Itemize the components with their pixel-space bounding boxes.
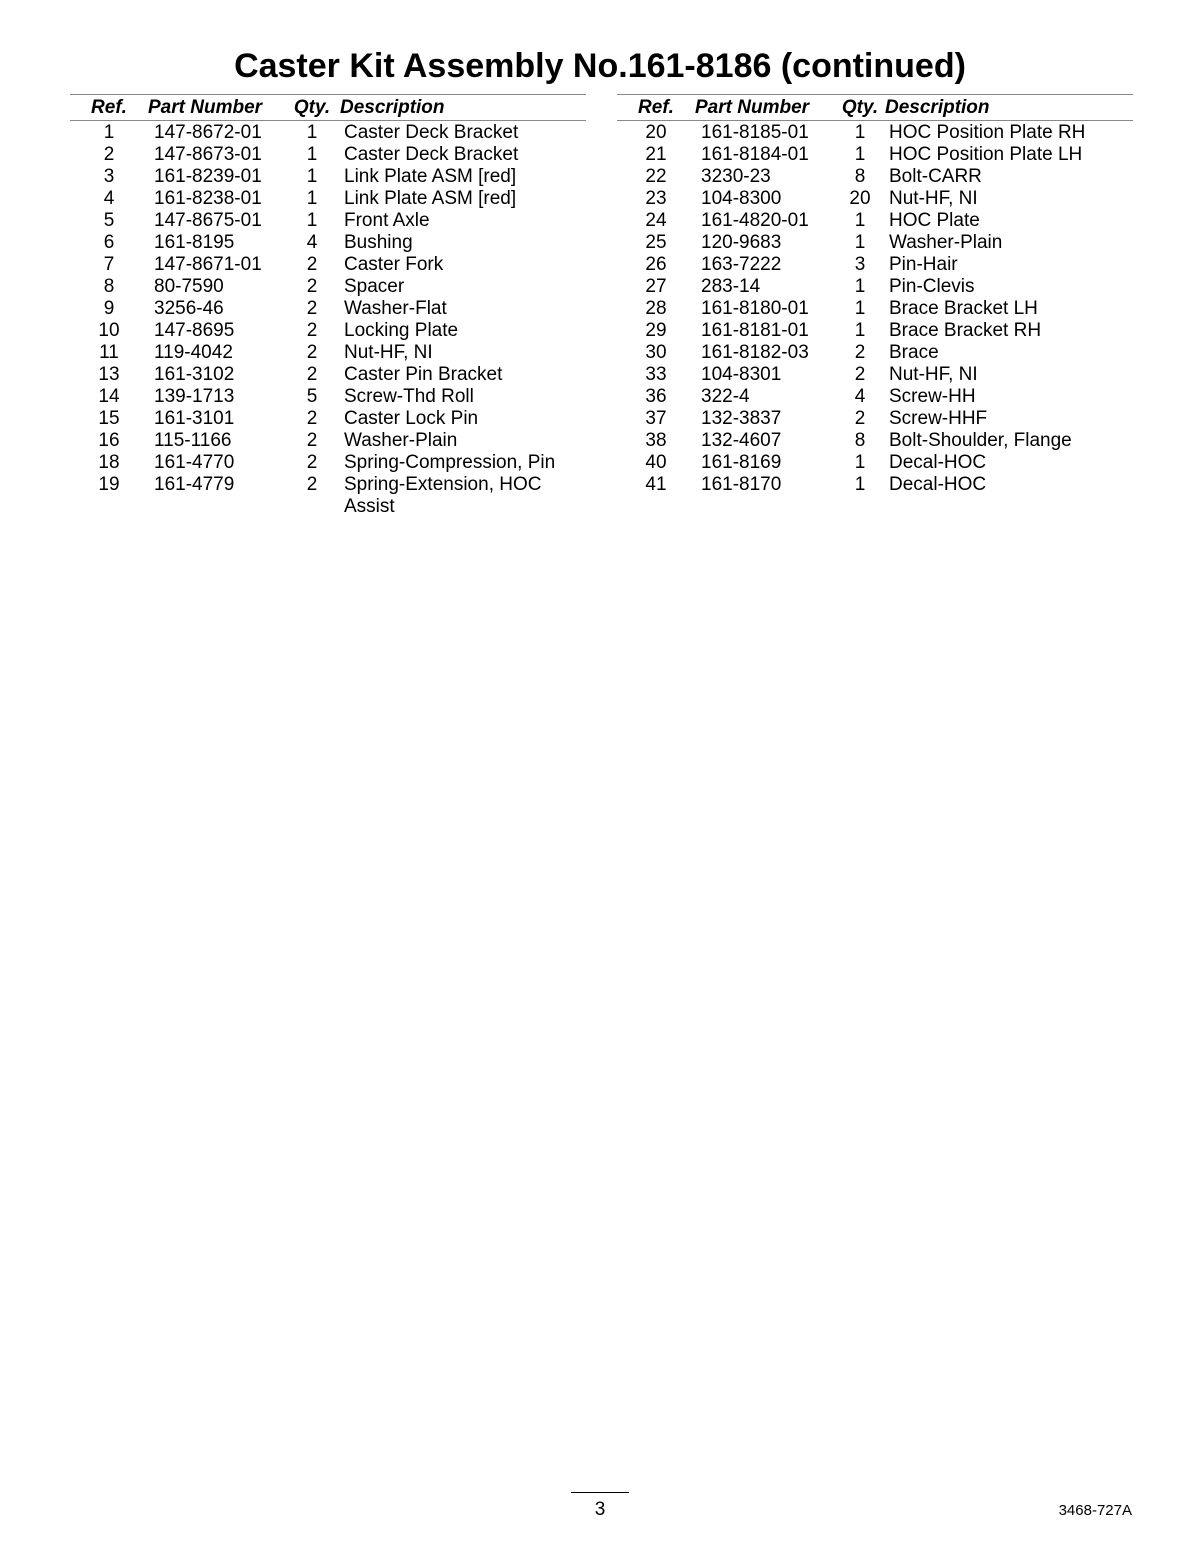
description-cell: Caster Deck Bracket	[344, 122, 519, 143]
part-number-cell: 161-8195	[154, 232, 235, 253]
qty-cell: 2	[306, 298, 318, 319]
qty-cell: 1	[306, 144, 318, 165]
ref-cell: 33	[645, 364, 667, 385]
qty-cell: 2	[306, 342, 318, 363]
description-cell: Screw-HHF	[889, 408, 988, 429]
ref-cell: 41	[645, 474, 667, 495]
description-cell: Bushing	[344, 232, 413, 253]
table-row	[70, 210, 586, 232]
part-number-cell: 132-4607	[701, 430, 782, 451]
qty-cell: 20	[849, 188, 871, 209]
part-number-cell: 120-9683	[701, 232, 782, 253]
part-number-cell: 161-8170	[701, 474, 782, 495]
ref-cell: 24	[645, 210, 667, 231]
qty-cell: 1	[854, 122, 866, 143]
table-row	[70, 276, 586, 298]
table-row	[70, 342, 586, 364]
qty-cell: 1	[306, 166, 318, 187]
table-row	[70, 474, 586, 518]
table-row	[617, 298, 1133, 320]
description-cell: Spring-Compression, Pin	[344, 452, 556, 473]
ref-cell: 37	[645, 408, 667, 429]
description-cell: Locking Plate	[344, 320, 459, 341]
parts-table-left-body	[70, 121, 586, 519]
description-cell: Pin-Clevis	[889, 276, 975, 297]
document-number: 3468-727A	[1058, 1502, 1132, 1519]
page-number: 3	[594, 1499, 606, 1520]
ref-cell: 3	[103, 166, 115, 187]
table-row	[70, 298, 586, 320]
table-row	[617, 144, 1133, 166]
ref-cell: 40	[645, 452, 667, 473]
part-number-cell: 161-8182-03	[701, 342, 809, 363]
qty-cell: 2	[854, 342, 866, 363]
header-description: Description	[885, 95, 1133, 121]
ref-cell: 15	[98, 408, 120, 429]
part-number-cell: 104-8300	[701, 188, 782, 209]
description-cell: Front Axle	[344, 210, 430, 231]
table-row	[70, 430, 586, 452]
footer-divider	[571, 1492, 629, 1493]
description-cell: Nut-HF, NI	[889, 188, 978, 209]
qty-cell: 2	[854, 408, 866, 429]
description-cell: Caster Fork	[344, 254, 444, 275]
part-number-cell: 147-8675-01	[154, 210, 262, 231]
ref-cell: 6	[103, 232, 115, 253]
description-cell: Caster Deck Bracket	[344, 144, 519, 165]
table-header	[617, 95, 1133, 121]
table-row	[617, 232, 1133, 254]
description-cell: Screw-HH	[889, 386, 976, 407]
qty-cell: 8	[854, 430, 866, 451]
part-number-cell: 161-8180-01	[701, 298, 809, 319]
part-number-cell: 104-8301	[701, 364, 782, 385]
part-number-cell: 147-8673-01	[154, 144, 262, 165]
part-number-cell: 119-4042	[154, 342, 233, 363]
description-cell: Decal-HOC	[889, 452, 987, 473]
table-row	[70, 166, 586, 188]
ref-cell: 7	[103, 254, 115, 275]
description-cell: Spacer	[344, 276, 405, 297]
table-row	[70, 121, 586, 145]
ref-cell: 16	[98, 430, 120, 451]
part-number-cell: 3230-23	[701, 166, 771, 187]
ref-cell: 5	[103, 210, 115, 231]
qty-cell: 2	[306, 408, 318, 429]
part-number-cell: 3256-46	[154, 298, 224, 319]
part-number-cell: 161-8184-01	[701, 144, 809, 165]
qty-cell: 1	[854, 298, 866, 319]
ref-cell: 29	[645, 320, 667, 341]
qty-cell: 2	[306, 254, 318, 275]
description-cell: Brace	[889, 342, 939, 363]
description-cell: Washer-Flat	[344, 298, 447, 319]
qty-cell: 1	[306, 188, 318, 209]
header-description: Description	[340, 95, 586, 121]
page-title: Caster Kit Assembly No.161-8186 (continued)	[234, 47, 966, 85]
table-row	[70, 386, 586, 408]
qty-cell: 2	[306, 452, 318, 473]
ref-cell: 9	[103, 298, 115, 319]
part-number-cell: 147-8671-01	[154, 254, 262, 275]
table-row	[617, 408, 1133, 430]
table-row	[70, 408, 586, 430]
description-cell: HOC Position Plate RH	[889, 122, 1086, 143]
description-cell: HOC Plate	[889, 210, 980, 231]
table-row	[617, 276, 1133, 298]
description-cell: Brace Bracket RH	[889, 320, 1042, 341]
parts-table-right-body	[617, 121, 1133, 497]
ref-cell: 22	[645, 166, 667, 187]
ref-cell: 38	[645, 430, 667, 451]
table-row	[617, 430, 1133, 452]
qty-cell: 2	[306, 430, 318, 451]
header-ref: Ref.	[617, 95, 695, 121]
ref-cell: 13	[98, 364, 120, 385]
part-number-cell: 161-4820-01	[701, 210, 809, 231]
description-cell: Bolt-CARR	[889, 166, 982, 187]
description-cell: Washer-Plain	[344, 430, 458, 451]
part-number-cell: 115-1166	[154, 430, 232, 451]
table-row	[617, 188, 1133, 210]
table-row	[70, 144, 586, 166]
table-row	[70, 254, 586, 276]
part-number-cell: 147-8695	[154, 320, 235, 341]
table-row	[617, 254, 1133, 276]
ref-cell: 11	[99, 342, 119, 363]
qty-cell: 2	[306, 320, 318, 341]
qty-cell: 3	[854, 254, 866, 275]
qty-cell: 1	[854, 210, 866, 231]
table-row	[617, 342, 1133, 364]
ref-cell: 8	[103, 276, 115, 297]
description-cell: Nut-HF, NI	[344, 342, 433, 363]
table-row	[70, 232, 586, 254]
qty-cell: 2	[306, 474, 318, 495]
description-cell: Caster Pin Bracket	[344, 364, 503, 385]
table-row	[617, 386, 1133, 408]
part-number-cell: 283-14	[701, 276, 761, 297]
header-qty: Qty.	[284, 95, 340, 121]
part-number-cell: 132-3837	[701, 408, 782, 429]
table-row	[70, 188, 586, 210]
qty-cell: 1	[854, 452, 866, 473]
qty-cell: 1	[854, 276, 866, 297]
part-number-cell: 161-8169	[701, 452, 782, 473]
part-number-cell: 161-8181-01	[701, 320, 809, 341]
qty-cell: 4	[306, 232, 318, 253]
ref-cell: 10	[98, 320, 120, 341]
part-number-cell: 80-7590	[154, 276, 224, 297]
qty-cell: 1	[854, 320, 866, 341]
description-cell: Link Plate ASM [red]	[344, 166, 517, 187]
qty-cell: 5	[306, 386, 318, 407]
table-row	[617, 364, 1133, 386]
description-cell: Caster Lock Pin	[344, 408, 479, 429]
ref-cell: 27	[645, 276, 667, 297]
ref-cell: 1	[103, 122, 115, 143]
description-cell: Screw-Thd Roll	[344, 386, 474, 407]
ref-cell: 25	[645, 232, 667, 253]
description-cell: Washer-Plain	[889, 232, 1003, 253]
ref-cell: 2	[103, 144, 115, 165]
description-cell: Decal-HOC	[889, 474, 987, 495]
part-number-cell: 161-3101	[154, 408, 235, 429]
qty-cell: 8	[854, 166, 866, 187]
description-cell: Brace Bracket LH	[889, 298, 1038, 319]
table-row	[617, 121, 1133, 145]
part-number-cell: 139-1713	[154, 386, 235, 407]
part-number-cell: 147-8672-01	[154, 122, 262, 143]
description-cell: Spring-Extension, HOC Assist	[344, 474, 542, 517]
table-row	[617, 452, 1133, 474]
table-row	[617, 320, 1133, 342]
part-number-cell: 161-8239-01	[154, 166, 262, 187]
table-row	[70, 364, 586, 386]
qty-cell: 4	[854, 386, 866, 407]
ref-cell: 19	[98, 474, 120, 495]
header-part-number: Part Number	[695, 95, 835, 121]
description-cell: Pin-Hair	[889, 254, 958, 275]
table-row	[617, 474, 1133, 496]
header-part-number: Part Number	[148, 95, 284, 121]
description-cell: Bolt-Shoulder, Flange	[889, 430, 1072, 451]
qty-cell: 2	[306, 364, 318, 385]
qty-cell: 1	[854, 474, 866, 495]
ref-cell: 21	[645, 144, 667, 165]
table-row	[70, 452, 586, 474]
header-qty: Qty.	[835, 95, 885, 121]
part-number-cell: 161-4779	[154, 474, 235, 495]
ref-cell: 14	[98, 386, 120, 407]
qty-cell: 2	[306, 276, 318, 297]
table-row	[617, 210, 1133, 232]
description-cell: Nut-HF, NI	[889, 364, 978, 385]
table-row	[617, 166, 1133, 188]
parts-table-right	[617, 94, 1133, 496]
ref-cell: 18	[98, 452, 120, 473]
parts-table-left	[70, 94, 586, 518]
ref-cell: 26	[645, 254, 667, 275]
qty-cell: 1	[306, 210, 318, 231]
header-ref: Ref.	[70, 95, 148, 121]
qty-cell: 1	[854, 232, 866, 253]
part-number-cell: 161-3102	[154, 364, 235, 385]
part-number-cell: 161-8185-01	[701, 122, 809, 143]
description-cell: Link Plate ASM [red]	[344, 188, 517, 209]
description-cell: HOC Position Plate LH	[889, 144, 1083, 165]
part-number-cell: 163-7222	[701, 254, 782, 275]
ref-cell: 36	[645, 386, 667, 407]
part-number-cell: 161-8238-01	[154, 188, 262, 209]
part-number-cell: 322-4	[701, 386, 750, 407]
ref-cell: 4	[103, 188, 115, 209]
part-number-cell: 161-4770	[154, 452, 235, 473]
ref-cell: 30	[645, 342, 667, 363]
table-row	[70, 320, 586, 342]
qty-cell: 2	[854, 364, 866, 385]
ref-cell: 28	[645, 298, 667, 319]
qty-cell: 1	[854, 144, 866, 165]
table-header	[70, 95, 586, 121]
ref-cell: 23	[645, 188, 667, 209]
qty-cell: 1	[306, 122, 318, 143]
ref-cell: 20	[645, 122, 667, 143]
